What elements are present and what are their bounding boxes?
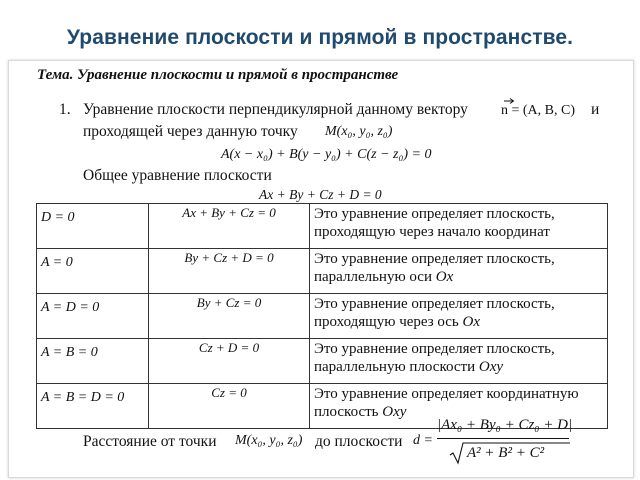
distance-numerator: |Ax₀ + By₀ + Cz₀ + D| [437,417,573,433]
distance-label-start: Расстояние от точки [83,433,217,450]
page-title: Уравнение плоскости и прямой в пространстве. [66,26,574,49]
distance-point: M(x₀, y₀, z₀) [235,433,303,448]
distance-denominator: A² + B² + C² [467,445,545,461]
axis-label: Ox [435,269,454,285]
description-cell: Это уравнение определяет плоскость, проходящую через начало координат [310,204,608,249]
equation-cell: Ax + By + Cz = 0 [149,204,310,249]
condition-cell: D = 0 [37,204,149,249]
fraction-bar [437,438,569,439]
plane-through-point-equation: A(x − x₀) + B(y − y₀) + C(z − z₀) = 0 [221,147,432,162]
equation-cell: By + Cz = 0 [149,294,310,339]
description-cell: Это уравнение определяет плоскость, параллельную оси Ox [310,249,608,294]
condition-cell: A = B = 0 [37,339,149,384]
special-cases-table [36,203,608,429]
equation-cell: By + Cz + D = 0 [149,249,310,294]
description-cell: Это уравнение определяет плоскость, проходящую через ось Ox [310,294,608,339]
general-equation: Ax + By + Cz + D = 0 [259,187,382,202]
table-row [37,339,608,384]
given-point: M(x₀, y₀, z₀) [325,124,393,139]
section1-line1: Уравнение плоскости перпендикулярной данному вектору [83,101,468,118]
table-row [37,294,608,339]
description-cell: Это уравнение определяет плоскость, параллельную плоскости Oxy [310,339,608,384]
equation-cell: Cz + D = 0 [149,339,310,384]
slide-header [0,0,640,62]
document-slide [8,60,634,478]
description-cell: Это уравнение определяет координатную плоскость Oxy [310,384,608,429]
section-number: 1. [59,101,71,118]
axis-label: Oxy [478,359,504,375]
and-word: и [591,101,600,118]
section1-line2: проходящей через данную точку [83,123,298,140]
normal-vector-formula: n = (A, B, C) [501,103,576,118]
distance-label-mid: до плоскости [315,433,403,450]
distance-d-symbol: d = [413,433,433,448]
topic-heading: Тема. Уравнение плоскости и прямой в пространстве [37,67,399,83]
general-equation-label: Общее уравнение плоскости [83,167,272,184]
condition-cell: A = D = 0 [37,294,149,339]
axis-label: Ox [462,314,481,330]
table-row [37,204,608,249]
table-row [37,249,608,294]
condition-cell: A = B = D = 0 [37,384,149,429]
condition-cell: A = 0 [37,249,149,294]
equation-cell: Cz = 0 [149,384,310,429]
axis-label: Oxy [382,404,407,420]
